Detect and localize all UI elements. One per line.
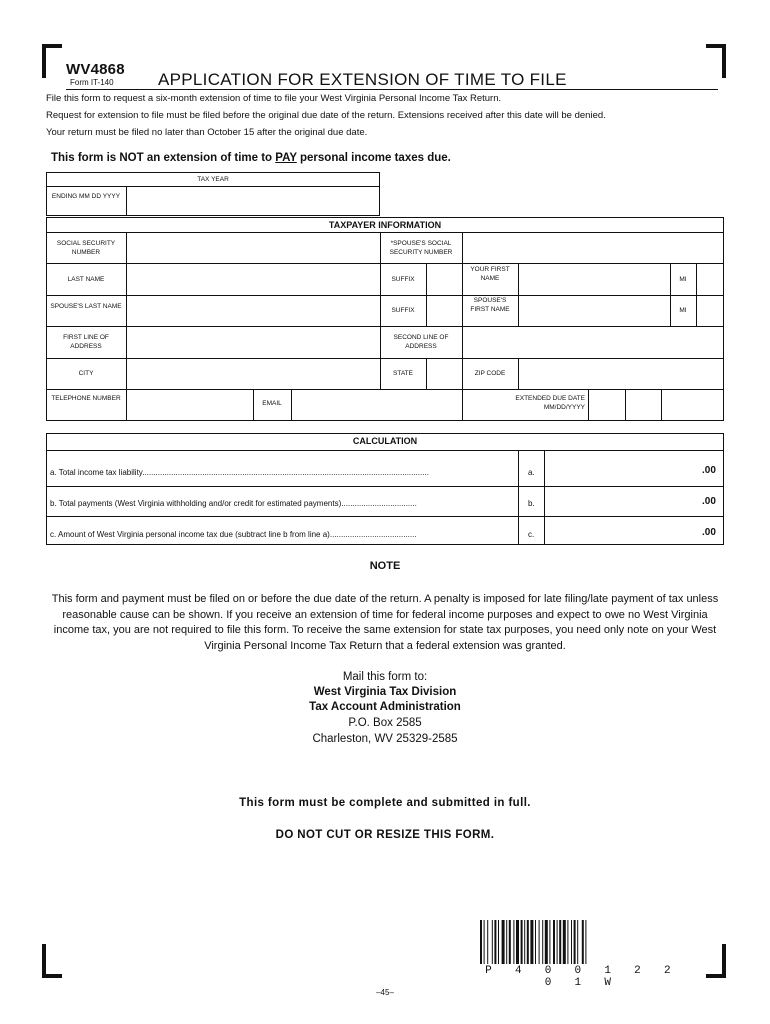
no-cut-notice: DO NOT CUT OR RESIZE THIS FORM.: [275, 829, 495, 841]
corner-mark-bottom-left: [42, 944, 62, 978]
calc-letter-b: b.: [528, 499, 535, 508]
calc-line-b: b. Total payments (West Virginia withholding and/or credit for estimated payments)..................................: [50, 499, 417, 508]
form-code: WV4868: [66, 61, 125, 78]
first-name-input[interactable]: [519, 264, 669, 295]
first-name-label: YOUR FIRST NAME: [470, 266, 510, 282]
calc-letter-c: c.: [528, 530, 535, 539]
mi-input[interactable]: [697, 264, 723, 295]
taxpayer-heading: TAXPAYER INFORMATION: [328, 220, 442, 230]
address2-label: SECOND LINE OF ADDRESS: [393, 334, 449, 350]
state-label: STATE: [393, 370, 413, 377]
telephone-label: TELEPHONE NUMBER: [51, 395, 121, 402]
calculation-heading: CALCULATION: [352, 436, 418, 446]
barcode: [478, 920, 686, 964]
spouse-mi-label: MI: [679, 307, 687, 314]
ssn-label: SOCIAL SECURITY NUMBER: [56, 240, 116, 256]
complete-notice: This form must be complete and submitted in full.: [239, 797, 531, 809]
intro-line-2: Request for extension to file must be filed before the original due date of the return. Extensions received after this date will be denied.: [46, 110, 606, 121]
email-input[interactable]: [292, 390, 462, 421]
total-payments-input[interactable]: [545, 487, 723, 516]
intro-line-1: File this form to request a six-month extension of time to file your West Virginia Personal Income Tax Return.: [46, 93, 502, 104]
zip-label: ZIP CODE: [474, 370, 506, 377]
city-input[interactable]: [127, 359, 380, 389]
suffix-label: SUFFIX: [391, 276, 415, 283]
corner-mark-top-right: [706, 44, 726, 78]
address1-input[interactable]: [127, 327, 380, 358]
ending-label: ENDING MM DD YYYY: [51, 193, 121, 200]
mail-org: West Virginia Tax Division: [313, 686, 457, 698]
calc-line-a: a. Total income tax liability.................................................................................................................................: [50, 468, 429, 477]
zip-input[interactable]: [519, 359, 723, 389]
address2-input[interactable]: [463, 327, 723, 358]
calc-letter-a: a.: [528, 468, 535, 477]
intro-line-3: Your return must be filed no later than October 15 after the original due date.: [46, 127, 368, 138]
mail-intro: Mail this form to:: [342, 671, 428, 683]
total-tax-liability-input[interactable]: [545, 451, 723, 486]
spouse-suffix-input[interactable]: [427, 296, 462, 326]
page-title: APPLICATION FOR EXTENSION OF TIME TO FILE: [158, 70, 567, 89]
spouse-ssn-input[interactable]: [463, 233, 723, 263]
city-label: CITY: [78, 370, 94, 377]
spouse-first-input[interactable]: [519, 296, 669, 326]
corner-mark-bottom-right: [706, 944, 726, 978]
mail-city: Charleston, WV 25329-2585: [312, 733, 458, 745]
note-heading: NOTE: [369, 560, 401, 572]
tax-due-input[interactable]: [545, 517, 723, 544]
barcode-number: P 4 0 0 1 2 2 0 1 W: [485, 965, 679, 989]
spouse-last-label: SPOUSE'S LAST NAME: [50, 303, 122, 310]
extended-due-label: EXTENDED DUE DATE MM/DD/YYYY: [515, 395, 585, 411]
state-input[interactable]: [427, 359, 462, 389]
extended-due-input[interactable]: [589, 390, 723, 421]
last-name-input[interactable]: [127, 264, 379, 295]
address1-label: FIRST LINE OF ADDRESS: [63, 334, 109, 350]
mail-dept: Tax Account Administration: [309, 701, 461, 713]
note-body: This form and payment must be filed on or before the due date of the return. A penalty is imposed for late filing/late payment of tax unless reasonable cause can be shown. If you receive an extension of time for federal income purposes and expect to owe no West Virginia income tax, you are not required to file this form. To receive the same extension for state tax purposes, you need only note on your West Virginia Personal Income Tax Return that a federal extension was granted.: [51, 593, 719, 652]
spouse-ssn-label: *SPOUSE'S SOCIAL SECURITY NUMBER: [389, 240, 453, 256]
page-number: –45–: [376, 988, 394, 997]
form-subtitle: Form IT-140: [70, 78, 114, 87]
mi-label: MI: [679, 276, 687, 283]
tax-year-ending-input[interactable]: [127, 187, 379, 215]
suffix-input[interactable]: [427, 264, 462, 295]
spouse-suffix-label: SUFFIX: [391, 307, 415, 314]
title-rule: [66, 89, 718, 90]
email-label: EMAIL: [262, 400, 282, 407]
calc-cents-c: .00: [702, 527, 716, 538]
calc-cents-a: .00: [702, 465, 716, 476]
last-name-label: LAST NAME: [67, 276, 105, 283]
ssn-input[interactable]: [127, 233, 380, 263]
spouse-first-label: SPOUSE'S FIRST NAME: [470, 297, 510, 313]
calc-line-c: c. Amount of West Virginia personal income tax due (subtract line b from line a).......................................: [50, 530, 417, 539]
telephone-input[interactable]: [127, 390, 253, 421]
warning-text: This form is NOT an extension of time to PAY personal income taxes due.: [51, 152, 451, 164]
tax-year-heading: TAX YEAR: [197, 176, 229, 183]
spouse-mi-input[interactable]: [697, 296, 723, 326]
calc-cents-b: .00: [702, 496, 716, 507]
mail-box: P.O. Box 2585: [348, 717, 422, 729]
spouse-last-input[interactable]: [127, 296, 379, 326]
corner-mark-top-left: [42, 44, 62, 78]
